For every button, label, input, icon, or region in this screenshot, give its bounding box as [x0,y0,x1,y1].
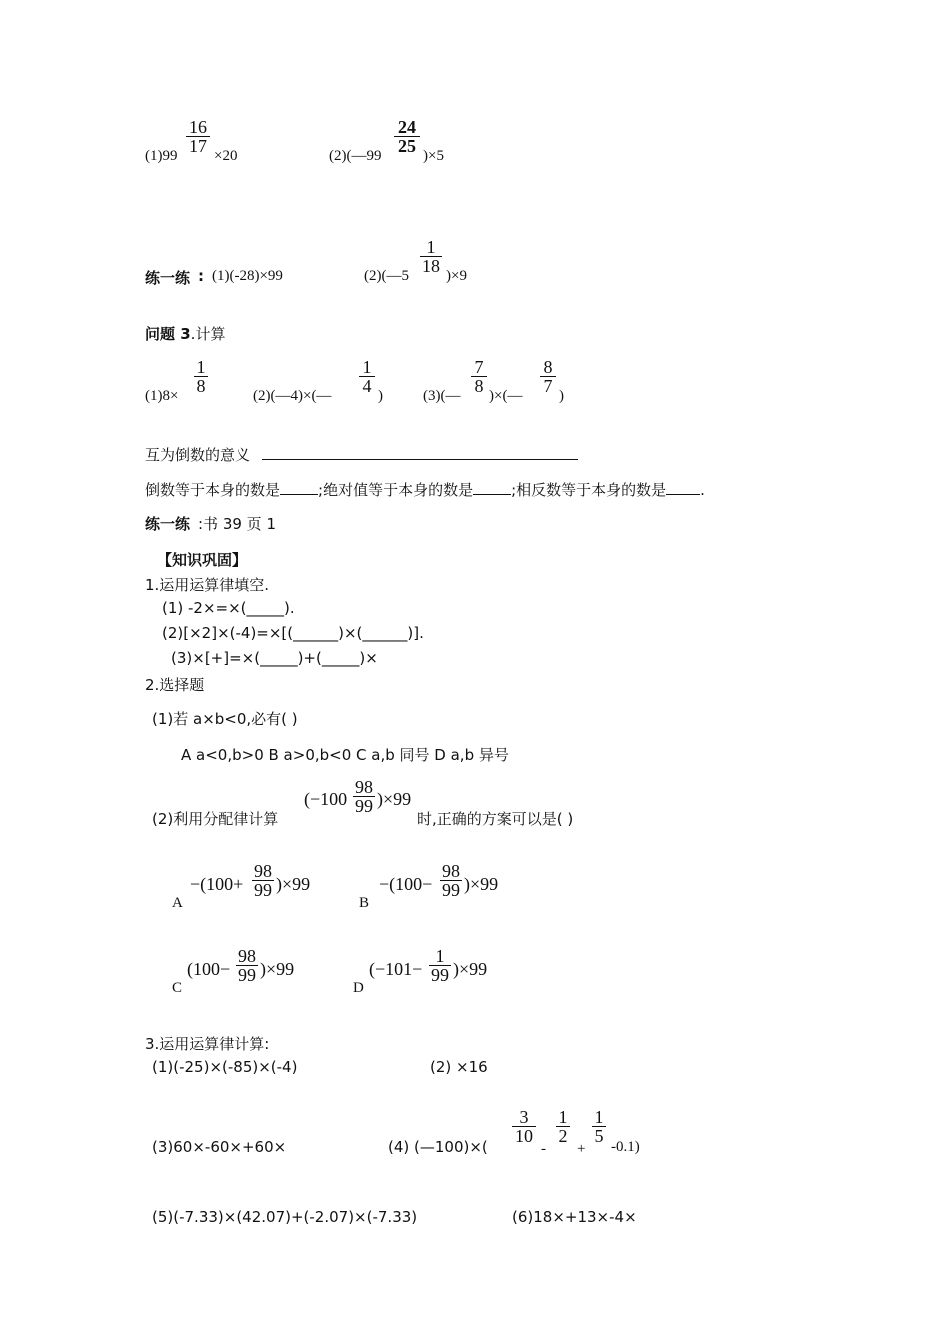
question-3-item-4-post: -0.1) [611,1139,640,1155]
question-3-item-3: (3)60×-60×+60× [152,1138,287,1156]
reciprocal-meaning-label: 互为倒数的意义 [145,446,251,464]
practice-colon: : [198,267,204,285]
fraction-numerator: 24 [398,117,416,137]
fraction-denominator: 99 [238,965,256,985]
problem-3-item-2-prefix: (2)(—4)×(— [253,388,332,404]
option-d-post: )×99 [453,959,488,979]
option-d-label: D [353,980,364,996]
fraction-98-99 [353,778,375,815]
option-b-post: )×99 [464,874,499,894]
question-2-item-1-options: A a<0,b>0 B a>0,b<0 C a,b 同号 D a,b 异号 [181,746,509,764]
fraction-numerator: 98 [442,861,460,881]
fraction-1-2 [556,1108,570,1145]
practice-label: 练一练 [145,269,191,287]
answer-blank [473,482,511,495]
reciprocal-text-end: . [700,481,705,499]
fraction-numerator: 1 [362,357,372,377]
option-d-fraction [429,947,451,984]
fraction-denominator: 18 [422,256,440,276]
option-c-fraction [236,947,258,984]
option-c-pre: (100− [187,959,231,979]
fraction-denominator: 5 [594,1126,604,1146]
fraction-1-4 [359,358,375,395]
answer-blank [666,482,700,495]
question-1-title: 1.运用运算律填空. [145,576,270,594]
problem-3-item-3-prefix: (3)(— [423,388,461,404]
fraction-numerator: 3 [519,1107,529,1127]
fraction-denominator: 8 [196,376,206,396]
option-a-post: )×99 [276,874,311,894]
reciprocal-text-a: 倒数等于本身的数是 [145,481,281,499]
option-b-pre: −(100− [379,874,433,894]
problem-3-item-2-suffix: ) [378,388,383,404]
problem-1-suffix: ×20 [214,148,238,164]
option-b-label: B [359,895,370,911]
fraction-numerator: 98 [355,777,373,797]
option-c-label: C [172,980,183,996]
fraction-denominator: 8 [474,376,484,396]
option-a-label: A [172,895,183,911]
fraction-denominator: 10 [515,1126,533,1146]
fraction-denominator: 99 [442,880,460,900]
answer-blank-line [262,459,578,460]
option-d-pre: (−101− [369,959,423,979]
operator-minus: - [541,1141,546,1157]
fraction-numerator: 7 [474,357,484,377]
fraction-1-8 [194,358,208,395]
expr-pre: (−100 [304,789,348,809]
option-b-fraction [440,862,462,899]
fraction-numerator: 8 [543,357,553,377]
practice-2-label: 练一练 [145,515,191,533]
fraction-denominator: 17 [189,136,207,156]
operator-plus: + [577,1141,586,1157]
fraction-7-8 [471,358,487,395]
question-3-item-1: (1)(-25)×(-85)×(-4) [152,1058,298,1076]
question-2-item-2-text-a: (2)利用分配律计算 [152,810,279,828]
reciprocal-text-b: ;绝对值等于本身的数是 [318,481,474,499]
fraction-denominator: 2 [558,1126,568,1146]
fraction-denominator: 99 [254,880,272,900]
question-1-item-2: (2)[×2]×(-4)=×[(______)×(______)]. [162,624,424,642]
question-1-item-3: (3)×[+]=×(_____)+(_____)× [171,649,378,667]
fraction-denominator: 25 [398,136,416,156]
reciprocal-text-c: ;相反数等于本身的数是 [511,481,667,499]
fraction-denominator: 4 [362,376,372,396]
problem-2-prefix: (2)(—99 [329,148,382,164]
problem-3-item-1-prefix: (1)8× [145,388,179,404]
fraction-numerator: 16 [189,117,207,137]
fraction-numerator: 1 [435,946,445,966]
fraction-3-10 [512,1108,536,1145]
fraction-numerator: 1 [196,357,206,377]
fraction-24-25 [394,118,420,155]
question-3-item-5: (5)(-7.33)×(42.07)+(-2.07)×(-7.33) [152,1208,418,1226]
practice-item-2-prefix: (2)(—5 [364,268,409,284]
problem-3-title [145,323,225,344]
option-a-fraction [252,862,274,899]
question-3-item-6: (6)18×+13×-4× [512,1208,637,1226]
question-2-item-1: (1)若 a×b<0,必有( ) [152,710,298,728]
option-c-post: )×99 [260,959,295,979]
problem-2-suffix: )×5 [423,148,444,164]
question-2-title: 2.选择题 [145,676,205,694]
problem-3-item-3-suffix: ) [559,388,564,404]
fraction-numerator: 1 [594,1107,604,1127]
fraction-numerator: 1 [558,1107,568,1127]
question-1-item-1: (1) -2×=×(_____). [162,599,295,617]
practice-item-2-suffix: )×9 [446,268,467,284]
fraction-1-5 [592,1108,606,1145]
problem-1-prefix: (1)99 [145,148,178,164]
fraction-denominator: 99 [431,965,449,985]
option-a-pre: −(100+ [190,874,244,894]
practice-item-1: (1)(-28)×99 [212,268,283,284]
question-3-item-2: (2) ×16 [430,1058,488,1076]
question-2-item-2-text-b: 时,正确的方案可以是( ) [417,810,574,828]
answer-blank [280,482,318,495]
fraction-numerator: 1 [426,237,436,257]
expr-post: )×99 [377,789,412,809]
question-3-title: 3.运用运算律计算: [145,1035,270,1053]
question-3-item-4-pre: (4) (—100)×( [388,1138,488,1156]
fraction-16-17 [186,118,210,155]
fraction-8-7 [540,358,556,395]
section-header: 【知识巩固】 [157,551,248,569]
reciprocal-question-line [145,479,705,500]
fraction-numerator: 98 [254,861,272,881]
fraction-denominator: 99 [355,796,373,816]
fraction-1-18 [420,238,442,275]
problem-3-title-bold: 问题 3 [145,325,191,343]
problem-3-item-3-mid: )×(— [489,388,523,404]
fraction-numerator: 98 [238,946,256,966]
fraction-denominator: 7 [543,376,553,396]
practice-2-text: :书 39 页 1 [198,515,276,533]
problem-3-title-rest: .计算 [190,325,226,343]
